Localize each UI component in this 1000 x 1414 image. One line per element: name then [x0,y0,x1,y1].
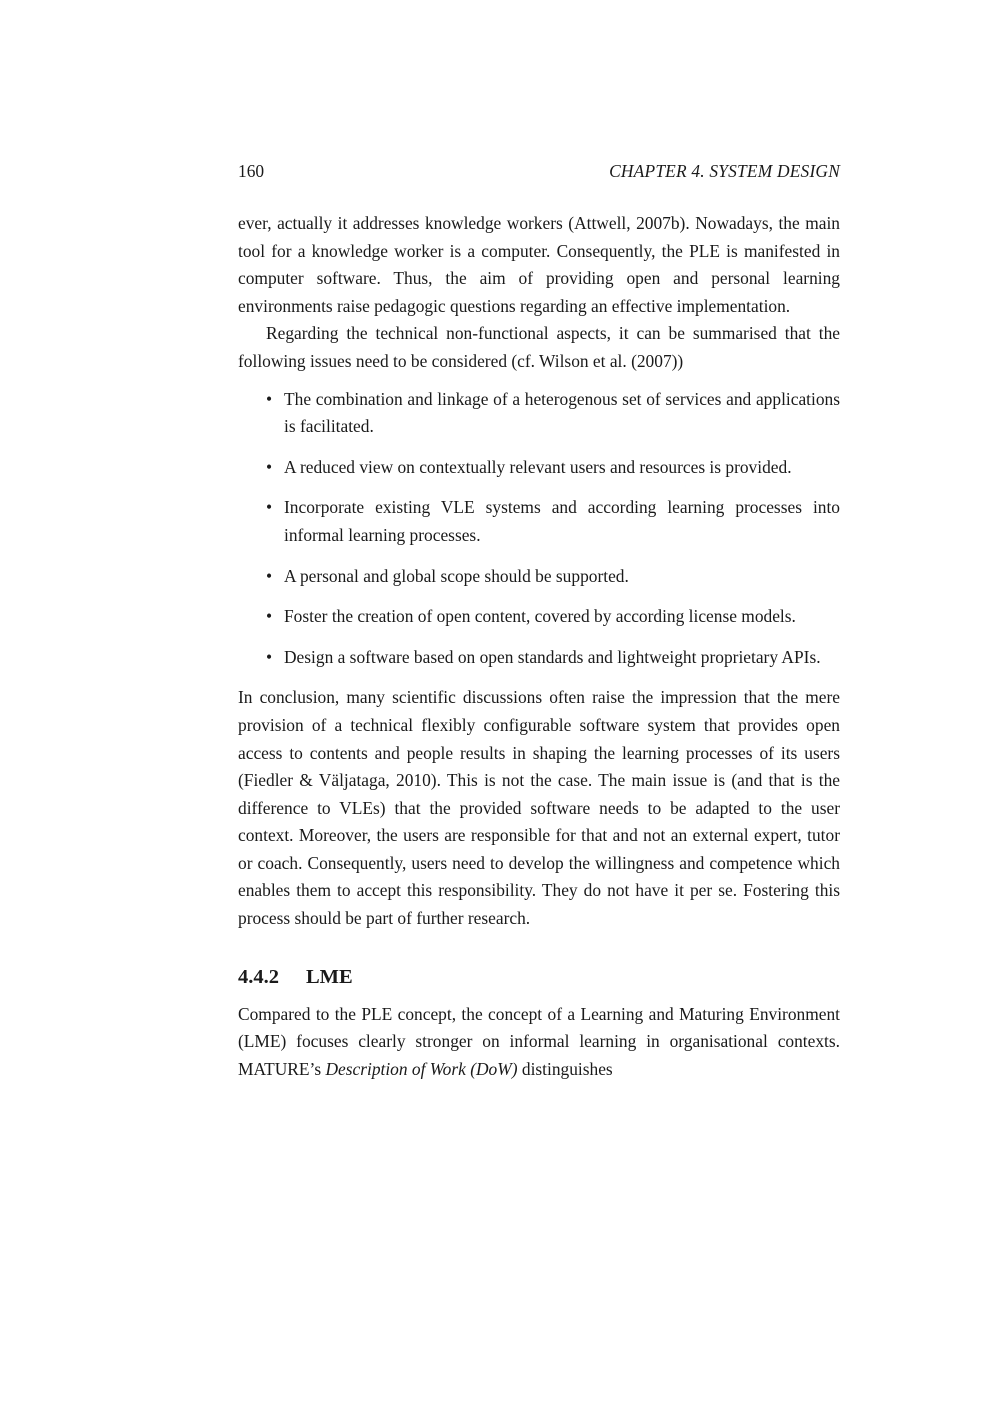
issues-list [238,386,840,672]
list-item [266,454,840,482]
section-heading [238,963,840,991]
paragraph-text-end: distinguishes [517,1058,613,1079]
list-item-text: Foster the creation of open content, covered by according license models. [284,606,796,627]
running-header [238,158,840,186]
paragraph-continuation: ever, actually it addresses knowledge workers (Attwell, 2007b). Nowadays, the main tool for a knowledge worker is a computer. Consequently, the PLE is manifested in computer software. Thus, the aim of providing open and personal learning environments raise pedagogic questions regarding an effective implementation. [238,213,840,316]
list-item-text: A personal and global scope should be supported. [284,565,629,586]
list-item [266,563,840,591]
list-item [266,386,840,441]
list-item-text: A reduced view on contextually relevant users and resources is provided. [284,456,792,477]
list-item [266,603,840,631]
document-page [238,158,840,1083]
list-item-text: Incorporate existing VLE systems and according learning processes into informal learning processes. [284,497,840,545]
bullet-icon: • [266,388,273,409]
list-item-text: The combination and linkage of a heterogenous set of services and applications is facilitated. [284,388,840,437]
bullet-icon: • [266,606,273,627]
section-title: LME [306,965,353,988]
bullet-icon: • [266,497,273,518]
bullet-icon: • [266,646,273,667]
paragraph-lme-intro [238,1001,840,1084]
bullet-icon: • [266,565,273,586]
dow-italic-term: Description of Work (DoW) [325,1058,518,1079]
paragraph-text-start: Compared to the PLE concept, the concept of a Learning and Maturing Environment (LME) focuses clearly stronger on informal learning in organisational contexts. MATURE’s [238,1003,840,1079]
list-item-text: Design a software based on open standards and lightweight proprietary APIs. [284,646,821,667]
list-item [266,644,840,672]
bullet-icon: • [266,456,273,477]
page-number: 160 [238,161,265,181]
paragraph-conclusion: In conclusion, many scientific discussions often raise the impression that the mere provision of a technical flexibly configurable software system that provides open access to contents and people results in shaping the learning processes of its users (Fiedler & Väljataga, 2010). This is not the case. The main issue is (and that is the difference to VLEs) that the provided software needs to be adapted to the user context. Moreover, the users are responsible for that and not an external expert, tutor or coach. Consequently, users need to develop the willingness and competence which enables them to accept this responsibility. They do not have it per se. Fostering this process should be part of further research. [238,687,840,929]
chapter-title: CHAPTER 4. SYSTEM DESIGN [609,161,840,181]
list-item [266,494,840,549]
section-number: 4.4.2 [238,965,279,988]
paragraph-nonfunctional-aspects: Regarding the technical non-functional aspects, it can be summarised that the following issues need to be considered (cf. Wilson et al. (2007)) [238,323,840,371]
